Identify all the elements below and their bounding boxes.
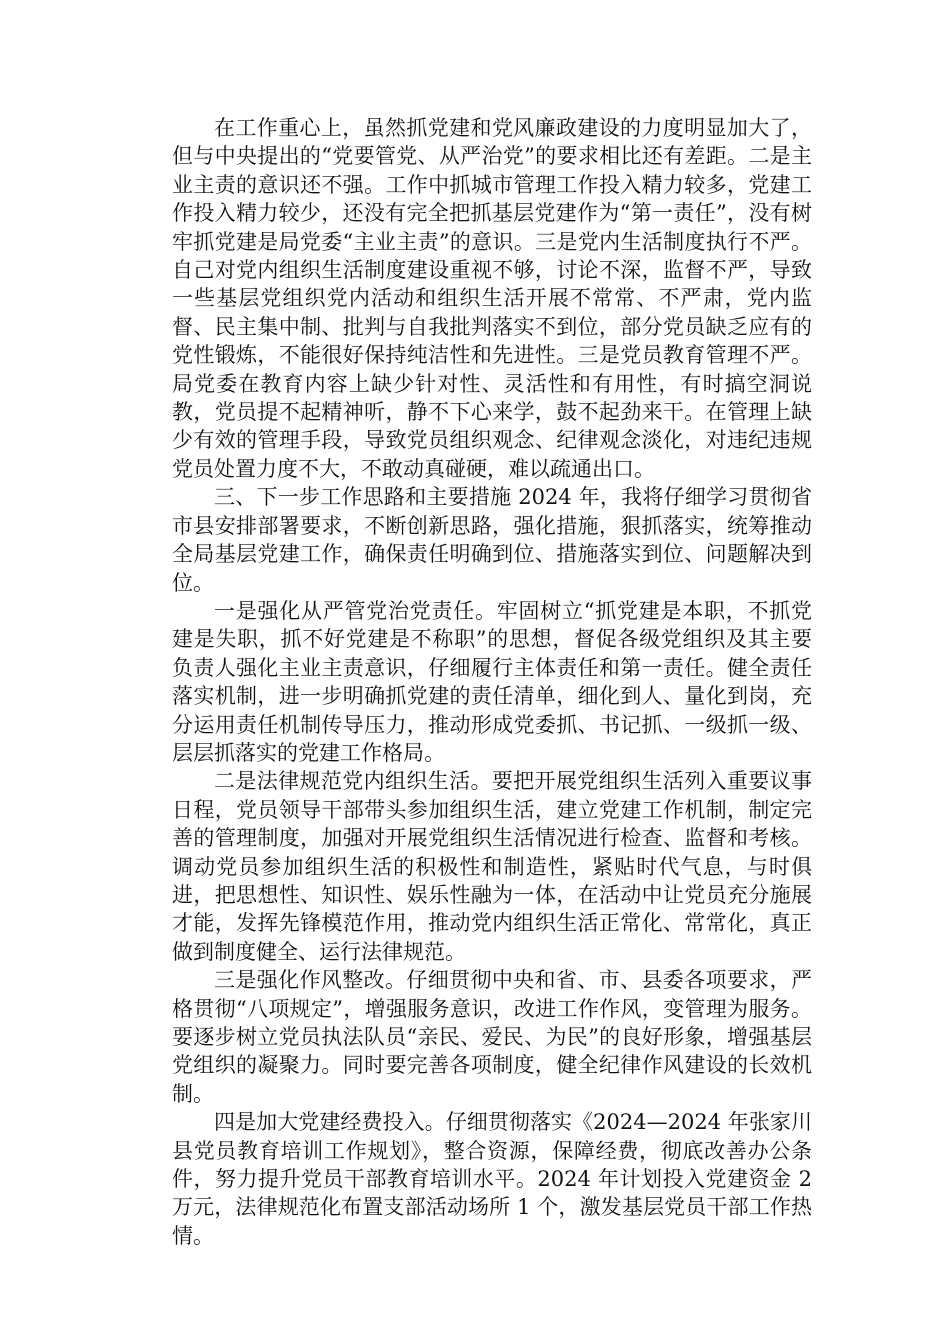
paragraph-measure-1: 一是强化从严管党治党责任。牢固树立“抓党建是本职，不抓党建是失职，抓不好党建是不称职”的思想，督促各级党组织及其主要负责人强化主业主责意识，仔细履行主体责任和第一责任。健全责任落实机制，进一步明确抓党建的责任清单，细化到人、量化到岗，充分运用责任机制传导压力，推动形成党委抓、书记抓、一级抓一级、层层抓落实的党建工作格局。: [172, 598, 812, 765]
paragraph-work-gaps: 在工作重心上，虽然抓党建和党风廉政建设的力度明显加大了，但与中央提出的“党要管党、从严治党”的要求相比还有差距。二是主业主责的意识还不强。工作中抓城市管理工作投入精力较多，党建工作投入精力较少，还没有完全把抓基层党建作为“第一责任”，没有树牢抓党建是局党委“主业主责”的意识。三是党内生活制度执行不严。自己对党内组织生活制度建设重视不够，讨论不深，监督不严，导致一些基层党组织党内活动和组织生活开展不常常、不严肃，党内监督、民主集中制、批判与自我批判落实不到位，部分党员缺乏应有的党性锻炼，不能很好保持纯洁性和先进性。三是党员教育管理不严。局党委在教育内容上缺少针对性、灵活性和有用性，有时搞空洞说教，党员提不起精神听，静不下心来学，鼓不起劲来干。在管理上缺少有效的管理手段，导致党员组织观念、纪律观念淡化，对违纪违规党员处置力度不大，不敢动真碰硬，难以疏通出口。: [172, 116, 812, 481]
paragraph-measure-3: 三是强化作风整改。仔细贯彻中央和省、市、县委各项要求，严格贯彻“八项规定”，增强服务意识，改进工作作风，变管理为服务。要逐步树立党员执法队员“亲民、爱民、为民”的良好形象，增强基层党组织的凝聚力。同时要完善各项制度，健全纪律作风建设的长效机制。: [172, 968, 812, 1106]
paragraph-next-steps: 三、下一步工作思路和主要措施 2024 年，我将仔细学习贯彻省市县安排部署要求，不断创新思路，强化措施，狠抓落实，统筹推动全局基层党建工作，确保责任明确到位、措施落实到位、问题解决到位。: [172, 485, 812, 595]
paragraph-measure-2: 二是法律规范党内组织生活。要把开展党组织生活列入重要议事日程，党员领导干部带头参加组织生活，建立党建工作机制，制定完善的管理制度，加强对开展党组织生活情况进行检查、监督和考核。调动党员参加组织生活的积极性和制造性，紧贴时代气息，与时俱进，把思想性、知识性、娱乐性融为一体，在活动中让党员充分施展才能，发挥先锋模范作用，推动党内组织生活正常化、常常化，真正做到制度健全、运行法律规范。: [172, 769, 812, 964]
paragraph-measure-4: 四是加大党建经费投入。仔细贯彻落实《2024—2024 年张家川县党员教育培训工作规划》，整合资源，保障经费，彻底改善办公条件，努力提升党员干部教育培训水平。2024 年计划投入党建资金 2 万元，法律规范化布置支部活动场所 1 个，激发基层党员干部工作热情。: [172, 1110, 812, 1248]
document-body: [172, 114, 812, 1250]
